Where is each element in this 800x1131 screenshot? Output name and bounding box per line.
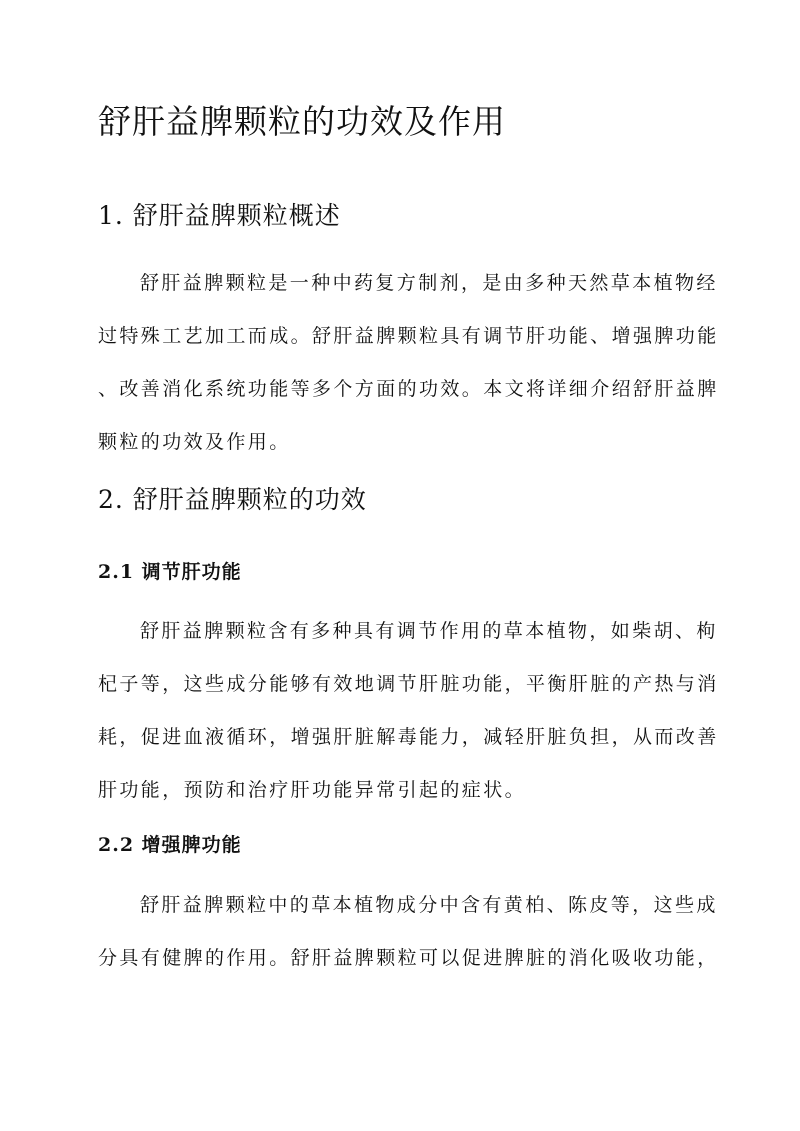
section-heading-overview: 1. 舒肝益脾颗粒概述	[98, 201, 341, 230]
spleen-paragraph	[98, 879, 719, 985]
paragraph-line: 舒肝益脾颗粒是一种中药复方制剂，是由多种天然草本植物经	[140, 272, 718, 294]
paragraph-line: 杞子等，这些成分能够有效地调节肝脏功能，平衡肝脏的产热与消	[98, 673, 719, 695]
paragraph-line: 肝功能，预防和治疗肝功能异常引起的症状。	[98, 779, 527, 801]
page-title: 舒肝益脾颗粒的功效及作用	[98, 102, 506, 141]
paragraph-line: 舒肝益脾颗粒含有多种具有调节作用的草本植物，如柴胡、枸	[140, 620, 718, 642]
paragraph-line: 过特殊工艺加工而成。舒肝益脾颗粒具有调节肝功能、增强脾功能	[98, 325, 719, 347]
overview-paragraph	[98, 257, 719, 469]
subsection-heading-spleen: 2.2 增强脾功能	[98, 834, 242, 856]
subsection-heading-liver: 2.1 调节肝功能	[98, 561, 242, 583]
section-heading-effects: 2. 舒肝益脾颗粒的功效	[98, 485, 367, 514]
paragraph-line: 分具有健脾的作用。舒肝益脾颗粒可以促进脾脏的消化吸收功能，	[98, 947, 719, 969]
paragraph-line: 舒肝益脾颗粒中的草本植物成分中含有黄柏、陈皮等，这些成	[140, 894, 718, 916]
liver-paragraph	[98, 605, 719, 817]
paragraph-line: 颗粒的功效及作用。	[98, 431, 291, 453]
paragraph-line: 、改善消化系统功能等多个方面的功效。本文将详细介绍舒肝益脾	[98, 378, 719, 400]
paragraph-line: 耗，促进血液循环，增强肝脏解毒能力，减轻肝脏负担，从而改善	[98, 726, 719, 748]
